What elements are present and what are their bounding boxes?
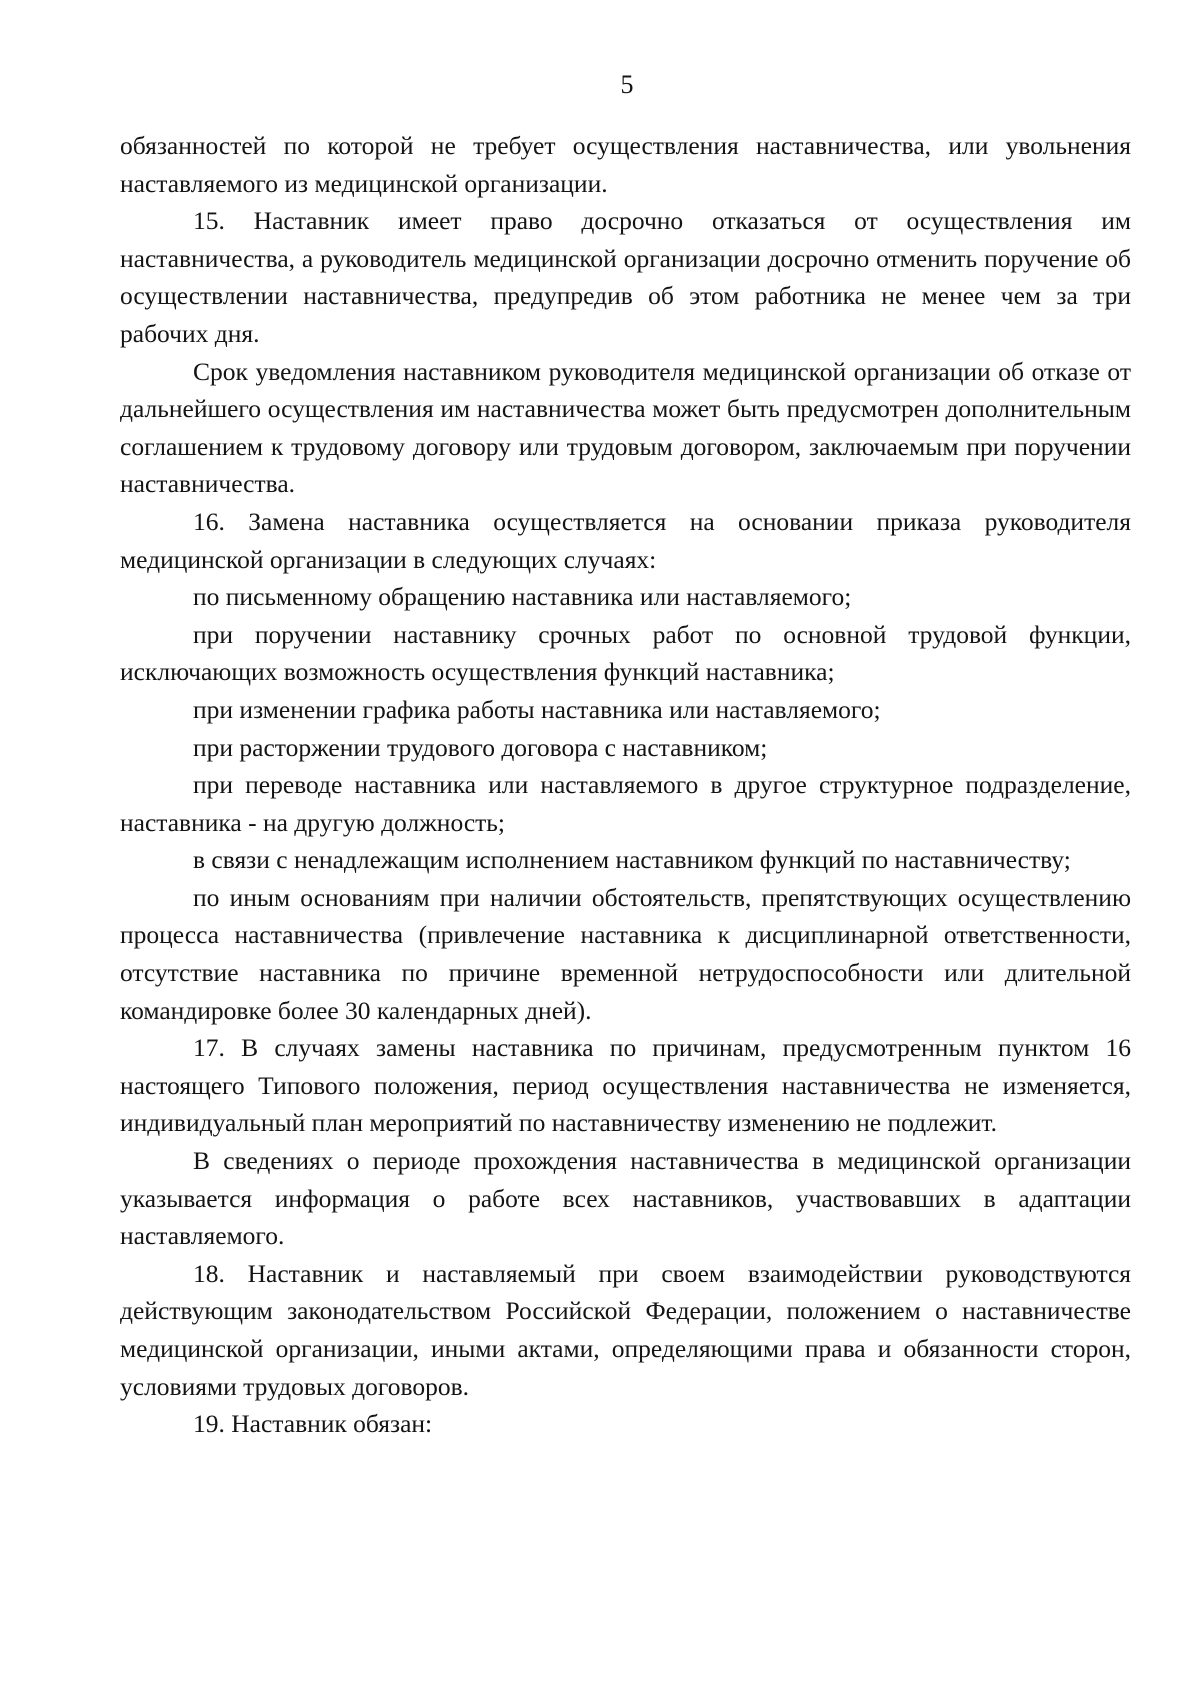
list-item-schedule-change: при изменении графика работы наставника или наставляемого; [193, 694, 881, 724]
page-number: 5 [620, 70, 634, 99]
list-item-transfer: при переводе наставника или наставляемого в другое структурное подразделение, наставника - на другую должность; [120, 770, 1131, 837]
list-item-contract-termination: при расторжении трудового договора с наставником; [193, 732, 768, 762]
list-item-improper-performance: в связи с ненадлежащим исполнением наставником функций по наставничеству; [193, 845, 1071, 875]
paragraph-period-info: В сведениях о периоде прохождения наставничества в медицинской организации указывается информация о работе всех наставников, участвовавших в адаптации наставляемого. [120, 1146, 1131, 1251]
list-item-other-grounds: по иным основаниям при наличии обстоятельств, препятствующих осуществлению процесса наставничества (привлечение наставника к дисциплинарной ответственности, отсутствие наставника по причине временной нетрудоспособности или длительной командировке более 30 календарных дней). [120, 882, 1131, 1025]
paragraph-continuation: обязанностей по которой не требует осуществления наставничества, или увольнения наставляемого из медицинской организации. [120, 131, 1131, 198]
paragraph-item-17: 17. В случаях замены наставника по причинам, предусмотренным пунктом 16 настоящего Типового положения, период осуществления наставничества не изменяется, индивидуальный план мероприятий по наставничеству изменению не подлежит. [120, 1033, 1131, 1138]
list-item-written-request: по письменному обращению наставника или наставляемого; [193, 582, 852, 612]
paragraph-item-16: 16. Замена наставника осуществляется на основании приказа руководителя медицинской организации в следующих случаях: [120, 506, 1131, 574]
paragraph-item-15: 15. Наставник имеет право досрочно отказаться от осуществления им наставничества, а руководитель медицинской организации досрочно отменить поручение об осуществлении наставничества, предупредив об этом работника не менее чем за три рабочих дня. [120, 206, 1131, 348]
paragraph-notice-period: Срок уведомления наставником руководителя медицинской организации об отказе от дальнейшего осуществления им наставничества может быть предусмотрен дополнительным соглашением к трудовому договору или трудовым договором, заключаемым при поручении наставничества. [120, 356, 1131, 499]
list-item-urgent-work: при поручении наставнику срочных работ по основной трудовой функции, исключающих возможность осуществления функций наставника; [120, 619, 1131, 687]
paragraph-item-19: 19. Наставник обязан: [193, 1409, 433, 1439]
paragraph-item-18: 18. Наставник и наставляемый при своем взаимодействии руководствуются действующим законодательством Российской Федерации, положением о наставничестве медицинской организации, иными актами, определяющими права и обязанности сторон, условиями трудовых договоров. [120, 1258, 1131, 1401]
document-body [120, 127, 1131, 1443]
